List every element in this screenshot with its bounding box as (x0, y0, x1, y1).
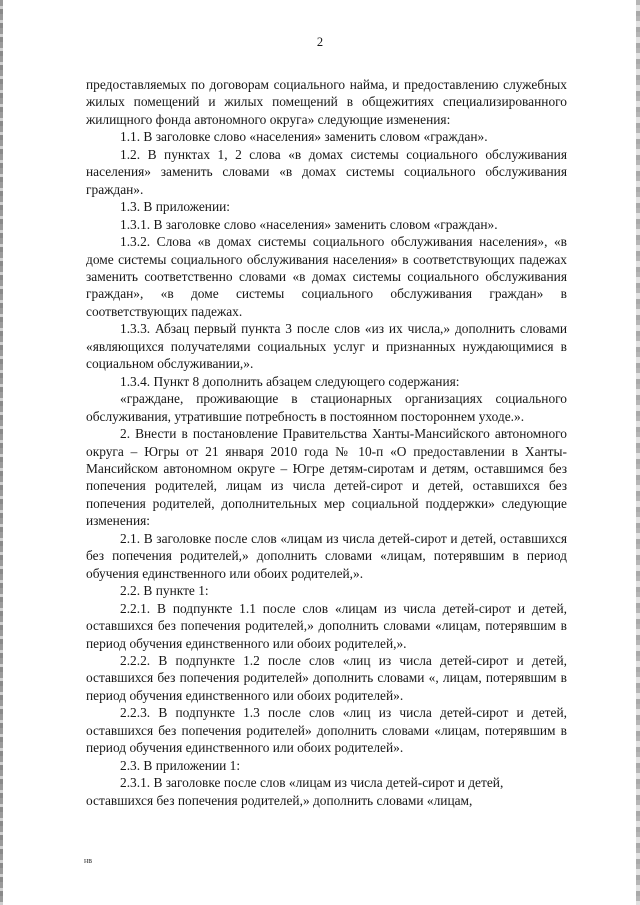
paragraph-1-3-1: 1.3.1. В заголовке слово «населения» заменить словом «граждан». (120, 216, 498, 232)
paragraph-2-2-2: 2.2.2. В подпункте 1.2 после слов «лиц из числа детей-сирот и детей, оставшихся без попечения родителей» дополнить словами «, лицам, потерявшим в период обучения единственного или обоих родителей». (86, 652, 567, 703)
paragraph-1-3-2: 1.3.2. Слова «в домах системы социального обслуживания населения», «в доме системы социального обслуживания населения» в соответствующих падежах заменить соответственно словами «в домах системы социального обслуживания граждан», «в доме системы социального обслуживания граждан» в соответствующих падежах. (86, 234, 567, 319)
paragraph-1-3: 1.3. В приложении: (120, 199, 231, 215)
document-body (86, 76, 567, 809)
paragraph-2-3: 2.3. В приложении 1: (120, 757, 241, 773)
paragraph-1-3-4: 1.3.4. Пункт 8 дополнить абзацем следующего содержания: (120, 373, 460, 389)
paragraph-2-1: 2.1. В заголовке после слов «лицам из числа детей-сирот и детей, оставшихся без попечения родителей,» дополнить словами «лицам, потерявшим в период обучения единственного или обоих родителей,». (86, 530, 567, 581)
paragraph-quote-new-text: «граждане, проживающие в стационарных организациях социального обслуживания, утратившие потребность в постоянном постороннем уходе.». (86, 391, 567, 424)
footer-mark: нв (84, 856, 93, 865)
paragraph-2-2-1: 2.2.1. В подпункте 1.1 после слов «лицам из числа детей-сирот и детей, оставшихся без попечения родителей,» дополнить словами «лицам, потерявшим в период обучения единственного или обоих родителей,». (86, 600, 567, 651)
paragraph-1-3-3: 1.3.3. Абзац первый пункта 3 после слов «из их числа,» дополнить словами «являющихся получателями социальных услуг и признанных нуждающимися в социальном обслуживании,». (86, 321, 567, 372)
paragraph-2-2: 2.2. В пункте 1: (120, 583, 209, 599)
page-number: 2 (316, 35, 324, 49)
scan-edge-right (636, 0, 640, 905)
paragraph-2: 2. Внести в постановление Правительства Ханты-Мансийского автономного округа – Югры от 21 января 2010 года № 10-п «О предоставлении в Ханты-Мансийском автономном округе – Югре детям-сиротам и детям, оставшимся без попечения родителей, лицам из числа детей-сирот и детей, оставшихся без попечения родителей, дополнительных мер социальной поддержки» следующие изменения: (86, 426, 567, 529)
paragraph-2-3-1: 2.3.1. В заголовке после слов «лицам из числа детей-сирот и детей, оставшихся без попечения родителей,» дополнить словами «лицам, (86, 775, 504, 808)
paragraph-1-1: 1.1. В заголовке слово «населения» заменить словом «граждан». (120, 129, 488, 145)
paragraph-2-2-3: 2.2.3. В подпункте 1.3 после слов «лиц из числа детей-сирот и детей, оставшихся без попечения родителей» дополнить словами «лицам, потерявшим в период обучения единственного или обоих родителей». (86, 705, 567, 756)
scan-edge-left (0, 0, 3, 905)
paragraph-intro-continuation: предоставляемых по договорам социального найма, и предоставлению служебных жилых помещений и жилых помещений в общежитиях специализированного жилищного фонда автономного округа» следующие изменения: (86, 77, 567, 127)
paragraph-1-2: 1.2. В пунктах 1, 2 слова «в домах системы социального обслуживания населения» заменить словами «в домах системы социального обслуживания граждан». (86, 146, 567, 197)
